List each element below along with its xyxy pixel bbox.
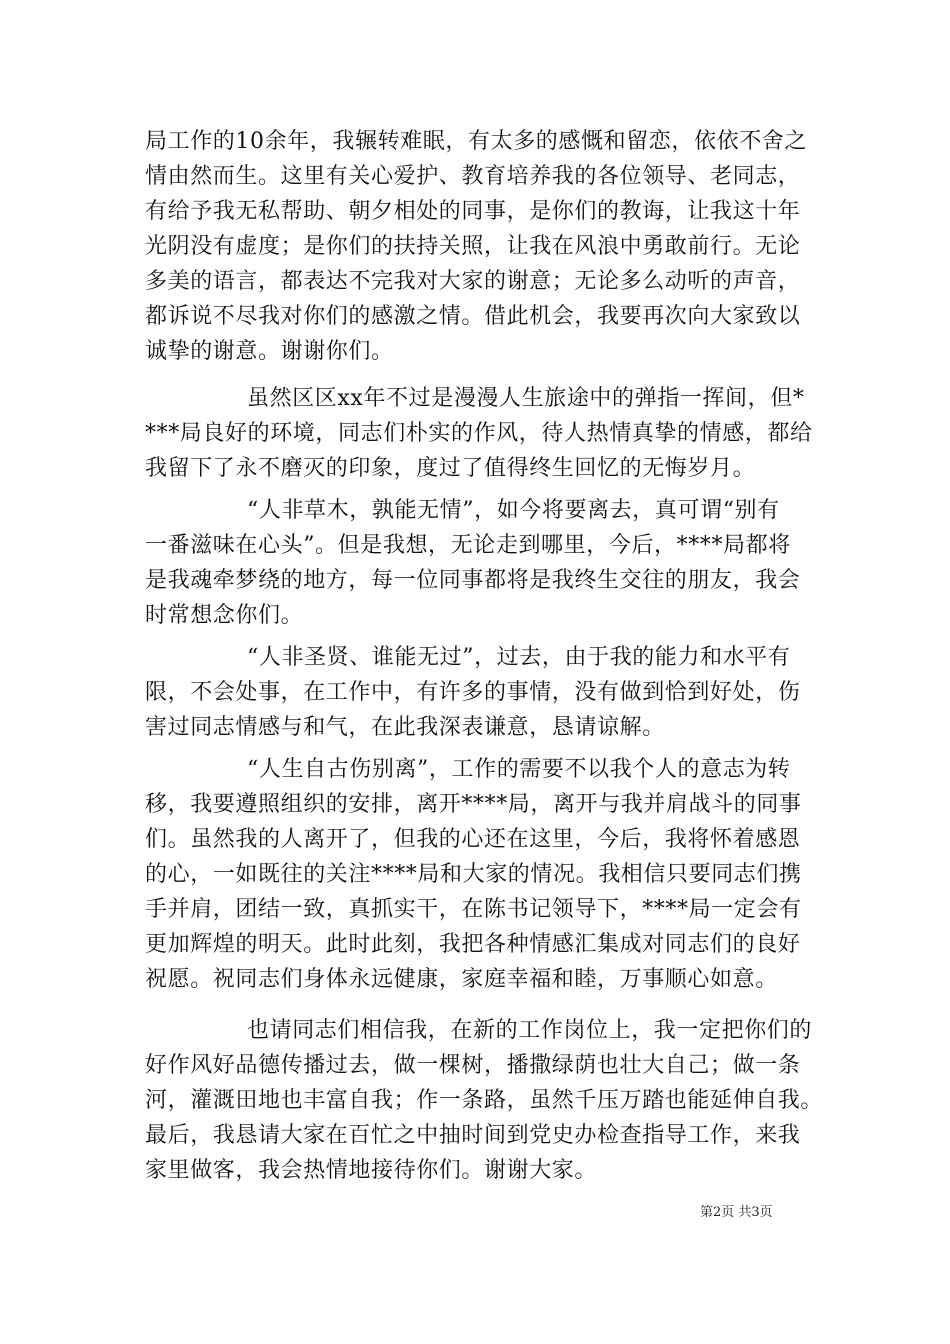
text-line: 的心，一如既往的关注****局和大家的情况。我相信只要同志们携 [145, 862, 802, 887]
text-line: 有给予我无私帮助、朝夕相处的同事，是你们的教诲，让我这十年 [145, 199, 801, 224]
text-line: 虽然区区xx年不过是漫漫人生旅途中的弹指一挥间，但* [247, 386, 805, 411]
text-line: 害过同志情感与和气，在此我深表谦意，恳请谅解。 [145, 715, 665, 740]
text-line: 手并肩，团结一致，真抓实干，在陈书记领导下，****局一定会有 [145, 897, 802, 922]
text-line: 好作风好品德传播过去，做一棵树，播撒绿荫也壮大自己；做一条 [145, 1053, 801, 1078]
text-line: 最后，我恳请大家在百忙之中抽时间到党史办检查指导工作，来我 [145, 1123, 801, 1148]
text-line: “人生自古伤别离”，工作的需要不以我个人的意志为转 [247, 757, 791, 782]
text-line: 家里做客，我会热情地接待你们。谢谢大家。 [145, 1158, 598, 1183]
text-line: 是我魂牵梦绕的地方，每一位同事都将是我终生交往的朋友，我会 [145, 568, 801, 593]
text-line: 诚挚的谢意。谢谢你们。 [145, 339, 394, 364]
text-line: “人非圣贤、谁能无过”，过去，由于我的能力和水平有 [247, 645, 791, 670]
text-line: 河，灌溉田地也丰富自我；作一条路，虽然千压万踏也能延伸自我。 [145, 1088, 824, 1113]
text-line: 限，不会处事，在工作中，有许多的事情，没有做到恰到好处，伤 [145, 680, 801, 705]
text-line: 时常想念你们。 [145, 603, 304, 628]
text-line: 也请同志们相信我，在新的工作岗位上，我一定把你们的 [247, 1018, 813, 1043]
text-line: “人非草木，孰能无情”，如今将要离去，真可谓“别有 [247, 498, 780, 523]
text-line: 一番滋味在心头”。但是我想，无论走到哪里，今后，****局都将 [145, 533, 791, 558]
text-line: 移，我要遵照组织的安排，离开****局，离开与我并肩战斗的同事 [145, 792, 802, 817]
text-line: 更加辉煌的明天。此时此刻，我把各种情感汇集成对同志们的良好 [145, 932, 801, 957]
text-line: 情由然而生。这里有关心爱护、教育培养我的各位领导、老同志， [145, 164, 801, 189]
text-line: 局工作的10余年，我辗转难眠，有太多的感慨和留恋，依依不舍之 [145, 129, 807, 154]
text-line: ***局良好的环境，同志们朴实的作风，待人热情真挚的情感，都给 [145, 421, 813, 446]
text-line: 都诉说不尽我对你们的感激之情。借此机会，我要再次向大家致以 [145, 304, 801, 329]
text-line: 祝愿。祝同志们身体永远健康，家庭幸福和睦，万事顺心如意。 [145, 967, 778, 992]
text-line: 光阴没有虚度；是你们的扶持关照，让我在风浪中勇敢前行。无论 [145, 234, 801, 259]
text-line: 们。虽然我的人离开了，但我的心还在这里，今后，我将怀着感恩 [145, 827, 801, 852]
text-line: 多美的语言，都表达不完我对大家的谢意；无论多么动听的声音， [145, 269, 801, 294]
page-number-footer: 第2页 共3页 [700, 1205, 773, 1220]
text-line: 我留下了永不磨灭的印象，度过了值得终生回忆的无悔岁月。 [145, 456, 756, 481]
